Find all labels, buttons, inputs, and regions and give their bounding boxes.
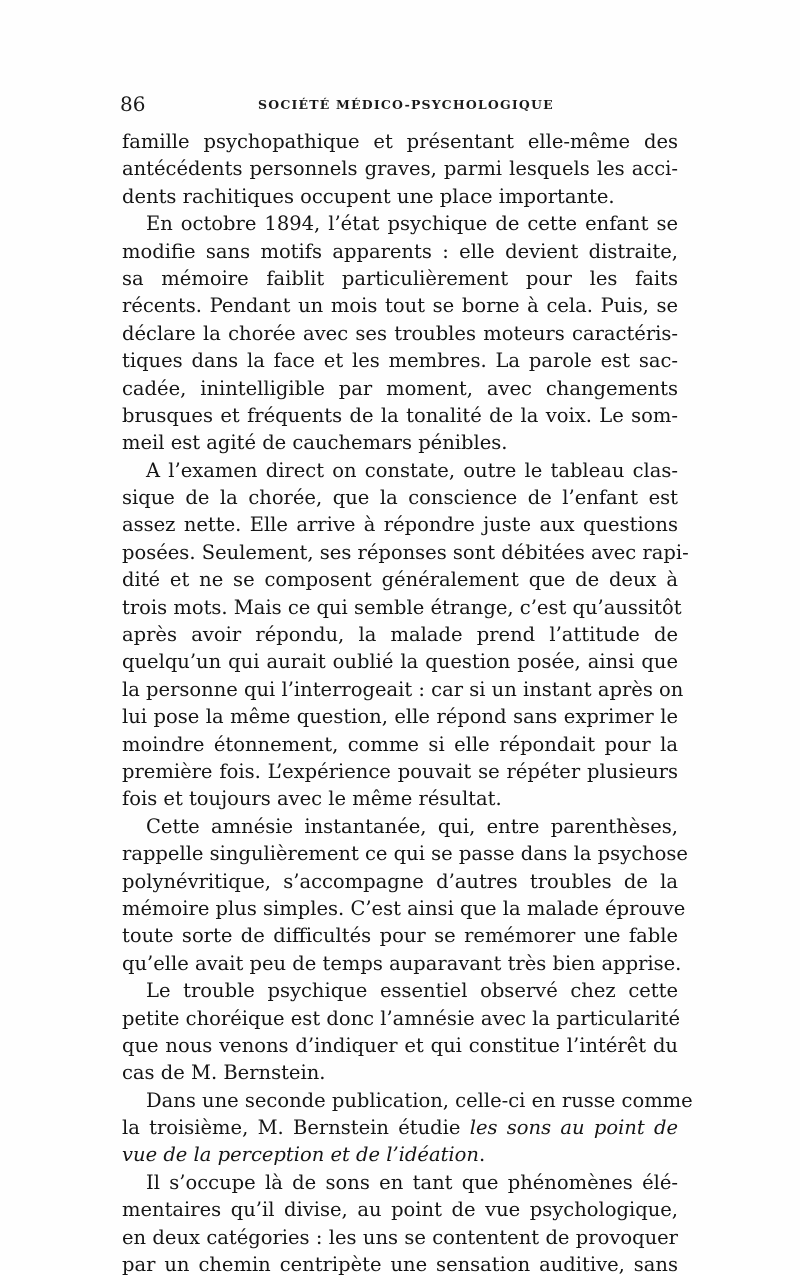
text-segment: Dans une seconde publication, celle-ci en russe comme: [146, 1088, 693, 1112]
text-line: assez nette. Elle arrive à répondre juste aux questions: [122, 513, 678, 537]
text-line: fois et toujours avec le même résultat.: [122, 787, 502, 811]
text-line: sique de la chorée, que la conscience de l’enfant est: [122, 486, 678, 510]
page-header: [120, 92, 680, 116]
text-line: première fois. L’expérience pouvait se répéter plusieurs: [122, 759, 678, 783]
text-line: [122, 1224, 678, 1251]
italic-segment: vue de la perception et de l’idéation: [122, 1143, 479, 1167]
text-line: polynévritique, s’accompagne d’autres troubles de la: [122, 869, 678, 893]
text-line: que nous venons d’indiquer et qui constitue l’intérêt du: [122, 1033, 678, 1057]
text-line: modifie sans motifs apparents : elle devient distraite,: [122, 239, 678, 263]
text-line: qu’elle avait peu de temps auparavant très bien apprise.: [122, 951, 682, 975]
text-line: famille psychopathique et présentant elle-même des: [122, 130, 678, 153]
text-segment: la troisième, M. Bernstein étudie: [122, 1116, 470, 1140]
text-lines: [122, 128, 689, 1087]
text-line: cas de M. Bernstein.: [122, 1061, 326, 1085]
text-line: En octobre 1894, l’état psychique de cette enfant se: [146, 212, 678, 236]
text-line: petite choréique est donc l’amnésie avec la particularité: [122, 1006, 681, 1030]
text-line: antécédents personnels graves, parmi lesquels les acci-: [122, 157, 678, 181]
text-line: [122, 1114, 678, 1141]
text-line: quelqu’un qui aurait oublié la question posée, ainsi que: [122, 650, 678, 674]
text-line: brusques et fréquents de la tonalité de la voix. Le som-: [122, 403, 678, 427]
text-line: mémoire plus simples. C’est ainsi que la malade éprouve: [122, 896, 686, 920]
text-line: sa mémoire faiblit particulièrement pour les faits: [122, 266, 678, 290]
running-title: SOCIÉTÉ MÉDICO-PSYCHOLOGIQUE: [258, 97, 554, 112]
text-segment: en deux catégories : les uns se contentent de provoquer: [122, 1225, 678, 1249]
text-line: déclare la chorée avec ses troubles moteurs caractéris-: [122, 321, 678, 345]
text-line: après avoir répondu, la malade prend l’attitude de: [122, 623, 678, 647]
text-segment: Il s’occupe là de sons en tant que phénomènes élé-: [146, 1170, 678, 1194]
text-line: tiques dans la face et les membres. La parole est sac-: [122, 349, 678, 373]
text-line: [122, 1196, 678, 1223]
italic-segment: les sons au point de: [469, 1116, 679, 1140]
text-line: lui pose la même question, elle répond sans exprimer le: [122, 705, 678, 729]
page-number: 86: [120, 92, 146, 116]
text-segment: .: [478, 1143, 486, 1167]
text-line: dité et ne se composent généralement que de deux à: [122, 568, 678, 592]
text-line: meil est agité de cauchemars pénibles.: [122, 431, 508, 455]
text-line: rappelle singulièrement ce qui se passe dans la psychose: [122, 842, 688, 866]
text-line: récents. Pendant un mois tout se borne à cela. Puis, se: [122, 294, 678, 318]
text-line: A l’examen direct on constate, outre le tableau clas-: [146, 458, 678, 482]
text-line: trois mots. Mais ce qui semble étrange, c’est qu’aussitôt: [122, 595, 682, 619]
text-line: Le trouble psychique essentiel observé chez cette: [146, 979, 678, 1003]
text-line: cadée, inintelligible par moment, avec changements: [122, 376, 678, 400]
text-line: la personne qui l’interrogeait : car si un instant après on: [122, 677, 684, 701]
text-line: moindre étonnement, comme si elle répondait pour la: [122, 732, 678, 756]
text-segment: mentaires qu’il divise, au point de vue psychologique,: [122, 1198, 678, 1222]
text-line: posées. Seulement, ses réponses sont débitées avec rapi-: [122, 540, 689, 564]
body-text: [122, 128, 693, 1278]
text-line: [122, 1251, 678, 1278]
text-line: [122, 1141, 678, 1168]
text-line: Cette amnésie instantanée, qui, entre parenthèses,: [146, 814, 678, 838]
text-line: toute sorte de difficultés pour se remémorer une fable: [122, 924, 678, 948]
text-line: dents rachitiques occupent une place importante.: [122, 184, 615, 208]
text-line: [122, 1169, 678, 1196]
text-segment: par un chemin centripète une sensation auditive, sans: [122, 1253, 678, 1277]
text-line: [122, 1087, 693, 1114]
